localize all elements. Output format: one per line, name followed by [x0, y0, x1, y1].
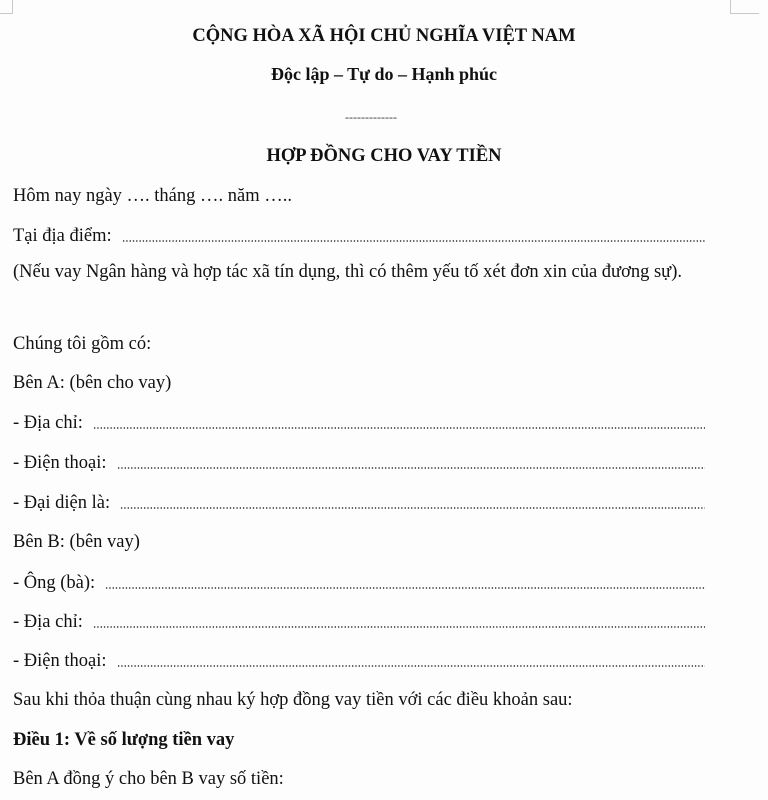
page-corner-mark-top-right [730, 0, 759, 14]
party-b-heading: Bên B: (bên vay) [13, 532, 140, 552]
party-a-heading: Bên A: (bên cho vay) [13, 373, 172, 393]
party-b-address-field [13, 611, 705, 633]
party-a-phone-label: - Điện thoại: [13, 453, 107, 473]
location-field [13, 225, 705, 247]
party-b-phone-field [13, 650, 705, 672]
location-label: Tại địa điểm: [13, 226, 112, 246]
party-b-address-blank[interactable] [93, 626, 705, 628]
party-b-name-field [13, 572, 705, 594]
agreement-intro: Sau khi thỏa thuận cùng nhau ký hợp đồng vay tiền với các điều khoản sau: [13, 690, 573, 710]
party-b-phone-label: - Điện thoại: [13, 651, 107, 671]
party-a-representative-label: - Đại diện là: [13, 493, 111, 513]
party-a-address-blank[interactable] [93, 427, 705, 429]
national-title: CỘNG HÒA XÃ HỘI CHỦ NGHĨA VIỆT NAM [192, 26, 576, 46]
article-1-text: Bên A đồng ý cho bên B vay số tiền: [13, 769, 284, 789]
party-b-name-blank[interactable] [105, 587, 705, 589]
page-corner-mark-top-left [0, 0, 13, 14]
party-b-name-label: - Ông (bà): [13, 573, 96, 593]
note-paragraph: (Nếu vay Ngân hàng và hợp tác xã tín dụng, thì có thêm yếu tố xét đơn xin của đương sự). [13, 262, 682, 282]
motto: Độc lập – Tự do – Hạnh phúc [270, 64, 498, 84]
date-line: Hôm nay ngày …. tháng …. năm ….. [13, 186, 292, 206]
separator-line: ------------- [345, 111, 397, 123]
location-blank[interactable] [122, 240, 705, 242]
party-a-phone-blank[interactable] [117, 467, 705, 469]
parties-intro: Chúng tôi gồm có: [13, 334, 152, 354]
party-a-address-field [13, 412, 705, 434]
party-a-representative-blank[interactable] [120, 507, 705, 509]
article-1-heading: Điều 1: Về số lượng tiền vay [13, 730, 235, 750]
party-b-address-label: - Địa chỉ: [13, 612, 83, 632]
party-a-representative-field [13, 492, 705, 514]
contract-title: HỢP ĐỒNG CHO VAY TIỀN [266, 146, 502, 166]
party-b-phone-blank[interactable] [117, 665, 705, 667]
party-a-phone-field [13, 452, 705, 474]
party-a-address-label: - Địa chỉ: [13, 413, 83, 433]
